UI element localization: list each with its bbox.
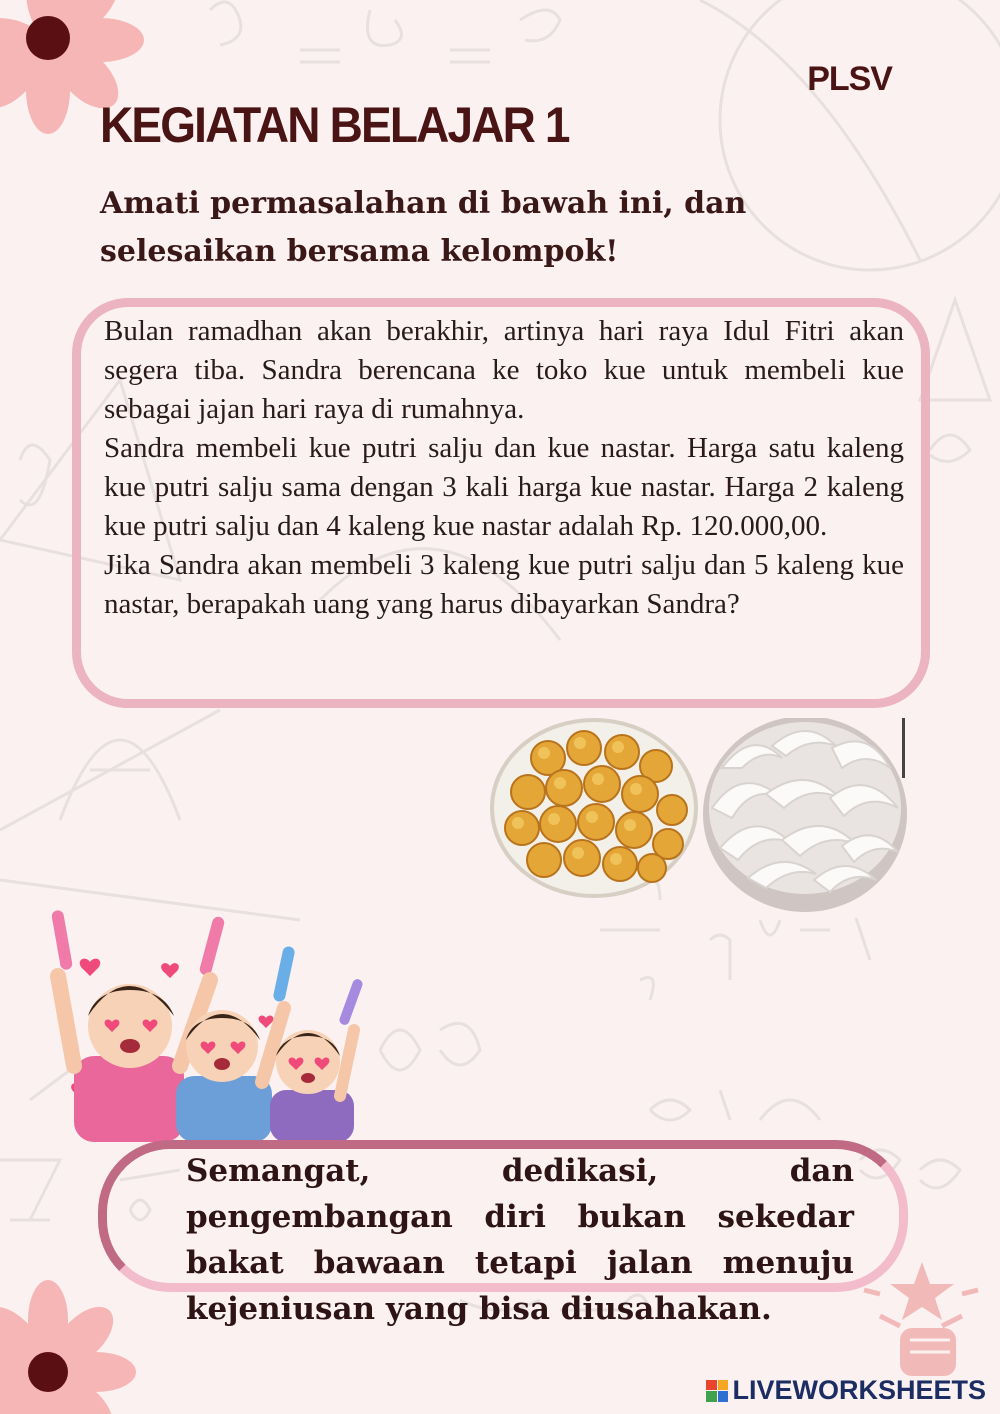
problem-text — [104, 312, 904, 624]
problem-paragraph-3: Jika Sandra akan membeli 3 kaleng kue putri salju dan 5 kaleng kue nastar, berapakah uang yang harus dibayarkan Sandra? — [104, 549, 904, 620]
instruction-text: Amati permasalahan di bawah ini, dan selesaikan bersama kelompok! — [100, 186, 747, 269]
page-title: KEGIATAN BELAJAR 1 — [100, 97, 569, 153]
lesson-code: PLSV — [807, 60, 892, 98]
fist-star-icon — [864, 1262, 978, 1376]
liveworksheets-brand[interactable] — [706, 1375, 986, 1406]
putri-salju-cookies-photo — [702, 718, 908, 918]
motivational-quote: Semangat, dedikasi, dan pengembangan diri bukan sekedar bakat bawaan tetapi jalan menuju kejeniusan yang bisa diusahakan. — [186, 1153, 854, 1327]
problem-paragraph-2: Sandra membeli kue putri salju dan kue nastar. Harga satu kaleng kue putri salju sama dengan 3 kali harga kue nastar. Harga 2 kaleng kue putri salju dan 4 kaleng kue nastar adalah Rp. 120.000,00. — [104, 432, 904, 542]
cheering-kids-illustration — [50, 906, 370, 1142]
flower-bottom-left — [0, 1280, 136, 1414]
liveworksheets-logo-icon — [706, 1380, 728, 1402]
brand-name: LIVEWORKSHEETS — [732, 1375, 986, 1405]
nastar-cookies-photo — [488, 718, 700, 898]
problem-paragraph-1: Bulan ramadhan akan berakhir, artinya hari raya Idul Fitri akan segera tiba. Sandra berencana ke toko kue untuk membeli kue sebagai jajan hari raya di rumahnya. — [104, 315, 904, 425]
